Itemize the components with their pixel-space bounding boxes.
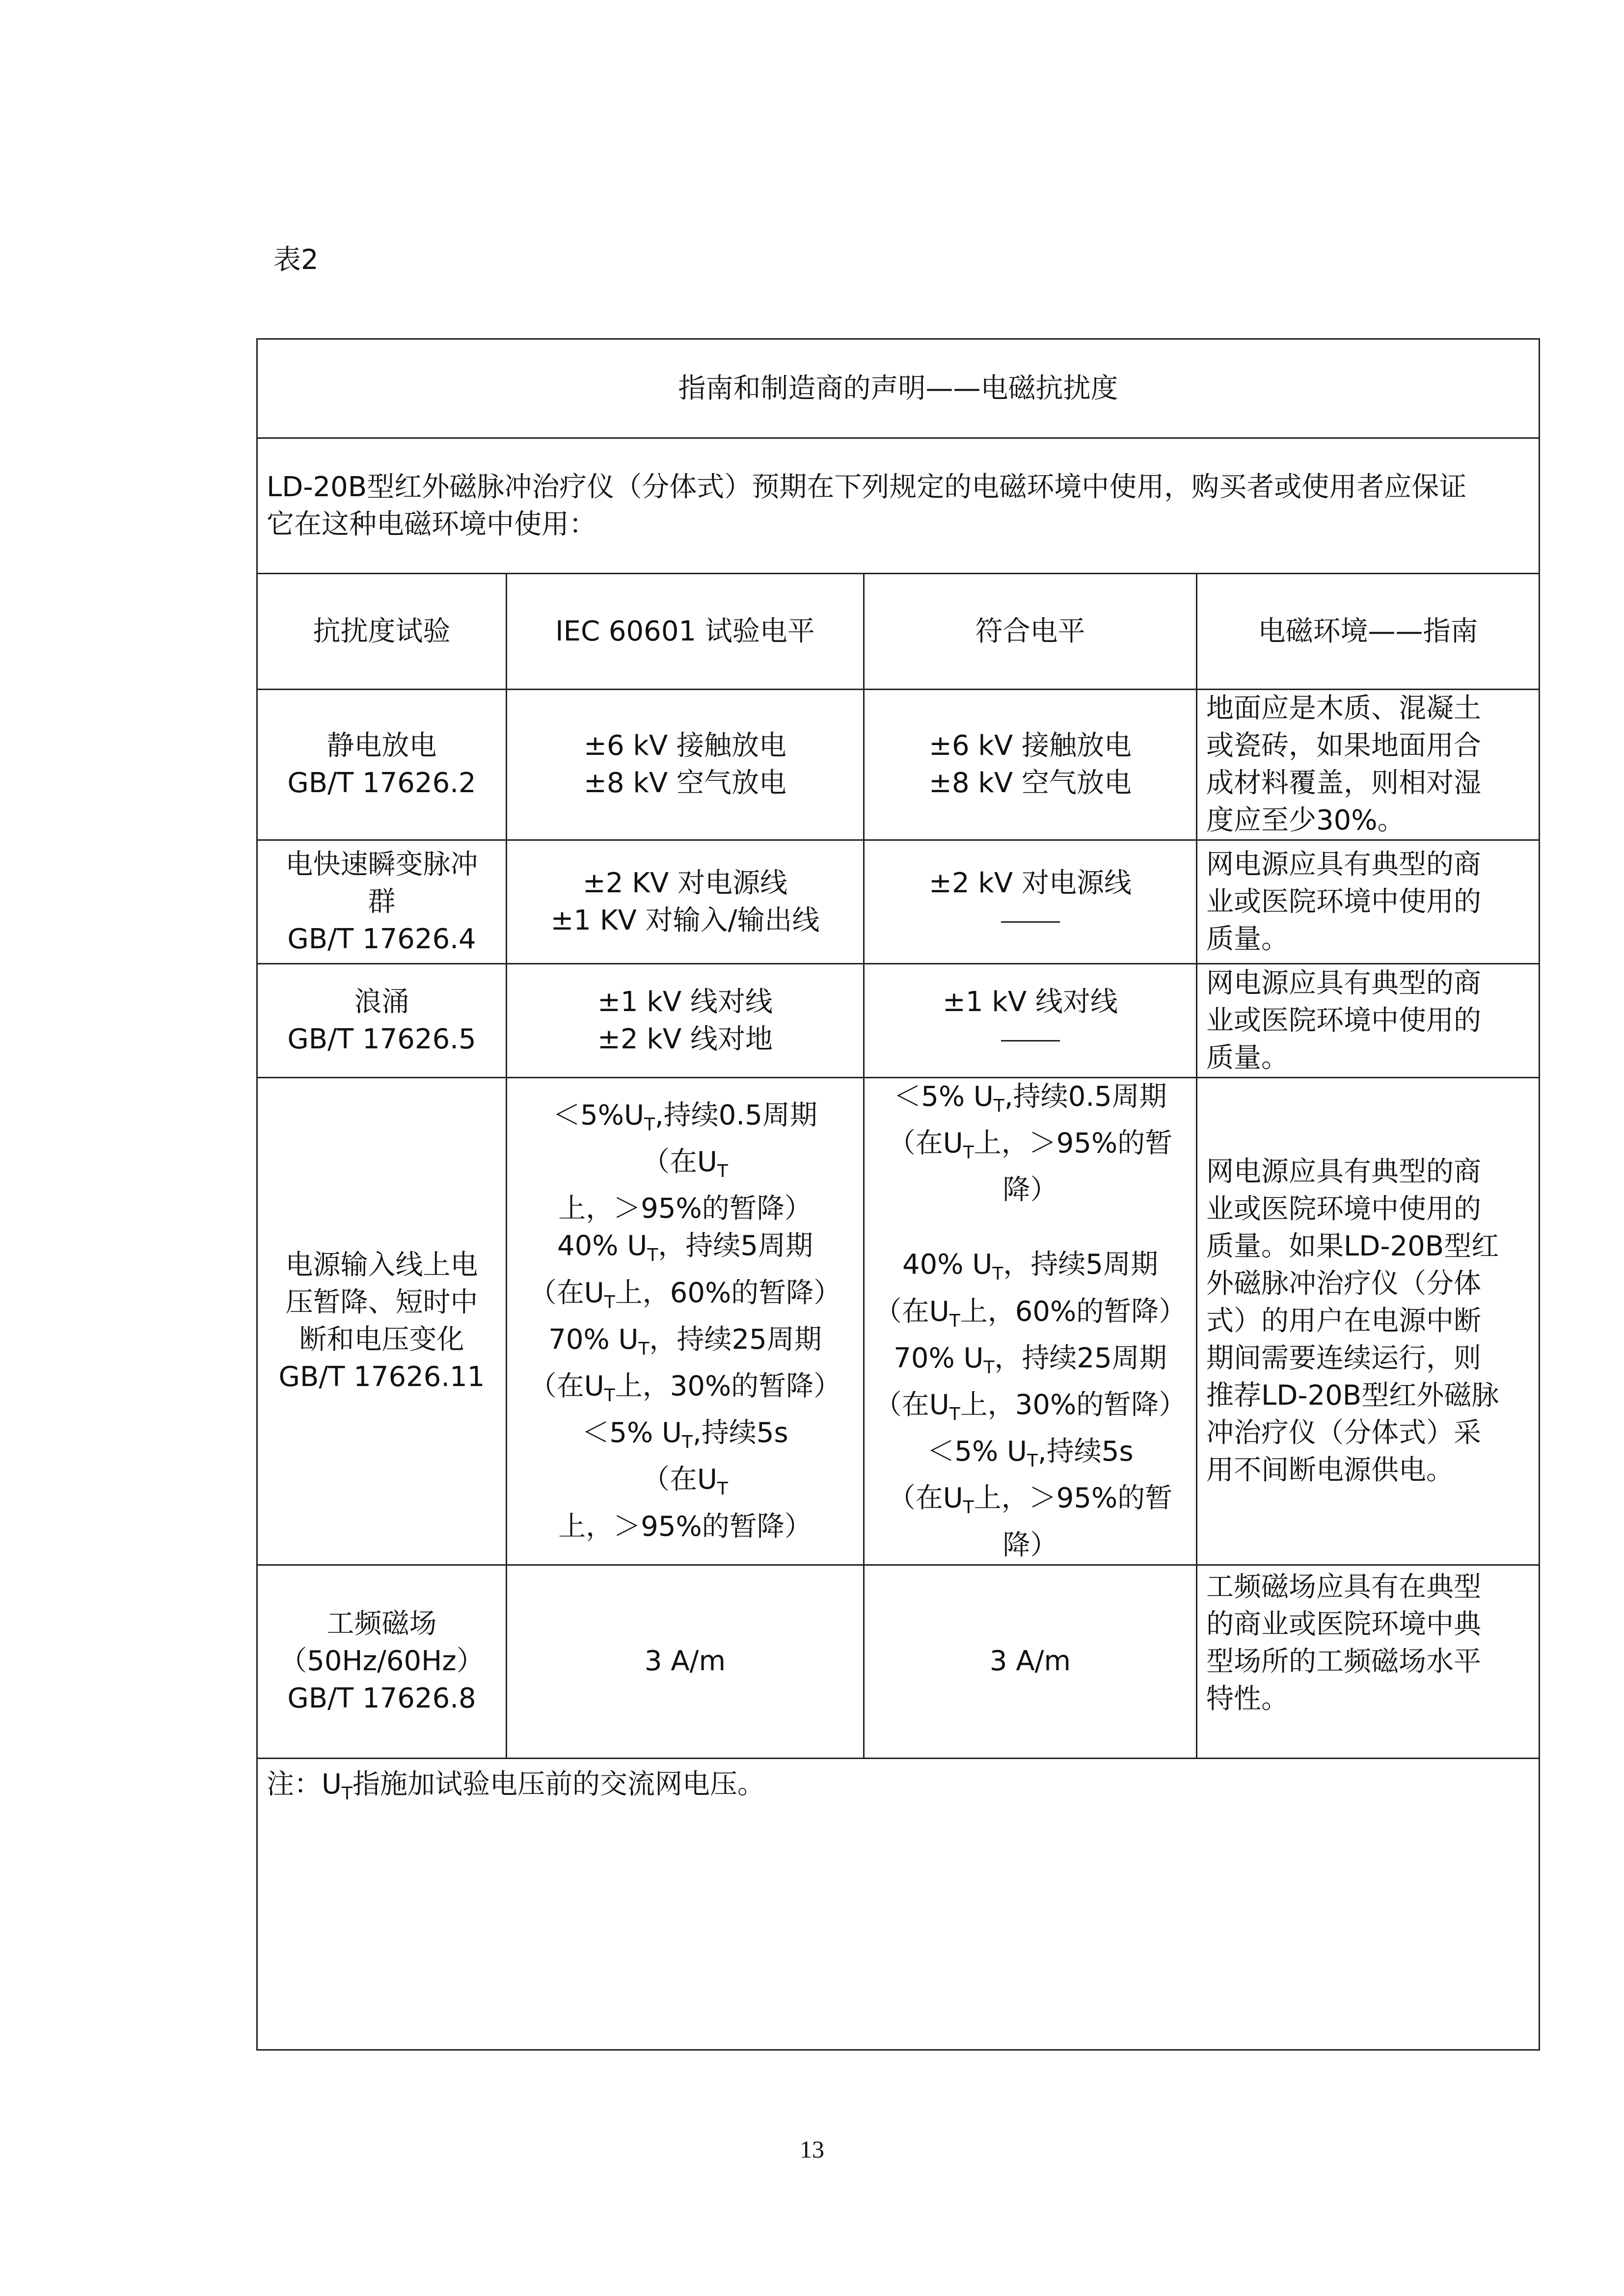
test-standard: GB/T 17626.8	[287, 1682, 476, 1714]
iec-level-cell	[507, 964, 864, 1078]
table-row	[257, 840, 1540, 964]
guidance-line: 期间需要连续运行，则	[1206, 1342, 1481, 1374]
level-line: 70% $U_T$，持续25周期	[893, 1342, 1167, 1378]
level-line: ±6 kV 接触放电	[929, 730, 1132, 762]
guidance-line: 网电源应具有典型的商	[1206, 848, 1481, 881]
guidance-line: 业或医院环境中使用的	[1206, 885, 1481, 918]
test-name: 压暂降、短时中	[285, 1286, 478, 1318]
compliance-cell	[864, 690, 1197, 840]
level-line: 40% $U_T$，持续5周期	[557, 1230, 813, 1266]
compliance-cell	[864, 840, 1197, 964]
guidance-cell	[1197, 1078, 1540, 1565]
compliance-cell	[864, 964, 1197, 1078]
level-line: （在$U_T$上，＞95%的暂降）	[888, 1127, 1173, 1206]
level-line: ±1 kV 线对线	[943, 986, 1118, 1018]
emc-immunity-table	[256, 338, 1540, 2051]
guidance-line: 质量。	[1206, 923, 1289, 955]
page-number: 13	[800, 2136, 824, 2163]
guidance-line: 工频磁场应具有在典型	[1206, 1571, 1481, 1603]
table-title: 指南和制造商的声明——电磁抗扰度	[257, 339, 1540, 438]
guidance-line: 特性。	[1206, 1682, 1289, 1715]
test-standard: GB/T 17626.5	[287, 1023, 476, 1055]
guidance-cell	[1197, 690, 1540, 840]
guidance-line: 式）的用户在电源中断	[1206, 1305, 1481, 1337]
test-cell	[257, 1565, 507, 1758]
level-line: （在$U_T$上，＞95%的暂降）	[558, 1146, 812, 1225]
guidance-line: 或瓷砖，如果地面用合	[1206, 730, 1481, 762]
level-line: ±1 kV 线对线	[597, 986, 773, 1018]
level-line: （在$U_T$上，60%的暂降）	[529, 1277, 841, 1312]
guidance-line: 业或医院环境中使用的	[1206, 1004, 1481, 1037]
compliance-cell: 3 A/m	[864, 1565, 1197, 1758]
intro-line: LD-20B型红外磁脉冲治疗仪（分体式）预期在下列规定的电磁环境中使用，购买者或使用者应保证	[267, 471, 1467, 503]
header-test: 抗扰度试验	[257, 574, 507, 690]
note-row	[257, 1758, 1540, 2050]
test-cell	[257, 690, 507, 840]
guidance-line: 地面应是木质、混凝土	[1206, 693, 1481, 724]
header-guidance: 电磁环境——指南	[1197, 574, 1540, 690]
level-line: （在$U_T$上，30%的暂降）	[529, 1370, 841, 1406]
guidance-line: 的商业或医院环境中典	[1206, 1608, 1481, 1640]
test-frequency: （50Hz/60Hz）	[279, 1645, 484, 1677]
level-line: （在$U_T$上，30%的暂降）	[874, 1388, 1187, 1425]
level-line: ±1 KV 对输入/输出线	[550, 904, 820, 936]
iec-level-cell: 3 A/m	[507, 1565, 864, 1758]
header-compliance: 符合电平	[864, 574, 1197, 690]
iec-level-cell	[507, 1078, 864, 1565]
spacer	[873, 1209, 1187, 1246]
level-line: ±2 KV 对电源线	[582, 867, 788, 899]
level-line: 40% $U_T$，持续5周期	[902, 1249, 1158, 1284]
guidance-line: 业或医院环境中使用的	[1206, 1193, 1481, 1225]
test-name: 电快速瞬变脉冲	[285, 848, 478, 881]
test-name: 断和电压变化	[299, 1323, 464, 1356]
test-standard: GB/T 17626.4	[287, 923, 476, 955]
test-cell	[257, 964, 507, 1078]
table-note: 注：$U_T$指施加试验电压前的交流网电压。	[257, 1758, 1540, 2050]
level-line: ＜5% $U_T$,持续0.5周期	[893, 1081, 1167, 1117]
intro-line: 它在这种电磁环境中使用：	[267, 508, 596, 540]
guidance-line: 冲治疗仪（分体式）采	[1206, 1416, 1481, 1449]
table-title-row	[257, 339, 1540, 438]
guidance-line: 型场所的工频磁场水平	[1206, 1645, 1481, 1678]
guidance-line: 网电源应具有典型的商	[1206, 967, 1481, 999]
guidance-line: 网电源应具有典型的商	[1206, 1155, 1481, 1188]
header-row	[257, 574, 1540, 690]
guidance-line: 质量。如果LD-20B型红	[1206, 1230, 1499, 1262]
level-line: 70% $U_T$，持续25周期	[548, 1323, 822, 1359]
level-line: ±8 kV 空气放电	[584, 767, 786, 799]
test-name: 群	[368, 885, 396, 918]
table-row	[257, 1078, 1540, 1565]
iec-level-cell	[507, 690, 864, 840]
test-standard: GB/T 17626.2	[287, 767, 476, 799]
table-row	[257, 690, 1540, 840]
guidance-line: 度应至少30%。	[1206, 804, 1405, 836]
table-row	[257, 964, 1540, 1078]
not-applicable-dash	[873, 1021, 1187, 1058]
level-line: ±6 kV 接触放电	[584, 730, 786, 762]
guidance-line: 质量。	[1206, 1041, 1289, 1074]
table-row	[257, 1565, 1540, 1758]
level-line: ±2 kV 对电源线	[929, 867, 1132, 899]
level-line: $<5\%U_T$,持续0.5周期	[553, 1099, 817, 1135]
level-line: ±8 kV 空气放电	[929, 767, 1132, 799]
table-caption: 表2	[273, 244, 319, 276]
level-line: ±2 kV 线对地	[597, 1023, 773, 1055]
test-cell	[257, 1078, 507, 1565]
guidance-line: 推荐LD-20B型红外磁脉	[1206, 1379, 1499, 1412]
guidance-cell	[1197, 1565, 1540, 1758]
test-name: 静电放电	[326, 730, 437, 762]
iec-level-cell	[507, 840, 864, 964]
table-intro	[257, 438, 1540, 574]
level-line: ＜5% $U_T$,持续5s	[582, 1417, 788, 1453]
guidance-line: 外磁脉冲治疗仪（分体	[1206, 1267, 1481, 1300]
test-name: 电源输入线上电	[285, 1249, 478, 1281]
guidance-line: 成材料覆盖，则相对湿	[1206, 767, 1481, 799]
level-line: （在$U_T$上，＞95%的暂降）	[888, 1482, 1173, 1561]
test-name: 浪涌	[354, 986, 409, 1018]
level-line: ＜5% $U_T$,持续5s	[927, 1436, 1134, 1471]
test-cell	[257, 840, 507, 964]
not-applicable-dash	[873, 902, 1187, 939]
level-line: （在$U_T$上，＞95%的暂降）	[558, 1464, 812, 1543]
guidance-cell	[1197, 840, 1540, 964]
test-name: 工频磁场	[326, 1608, 437, 1640]
guidance-cell	[1197, 964, 1540, 1078]
compliance-cell	[864, 1078, 1197, 1565]
guidance-line: 用不间断电源供电。	[1206, 1454, 1454, 1486]
level-line: （在$U_T$上，60%的暂降）	[874, 1295, 1187, 1331]
table-intro-row	[257, 438, 1540, 574]
test-standard: GB/T 17626.11	[278, 1361, 485, 1393]
header-iec-level: IEC 60601 试验电平	[507, 574, 864, 690]
